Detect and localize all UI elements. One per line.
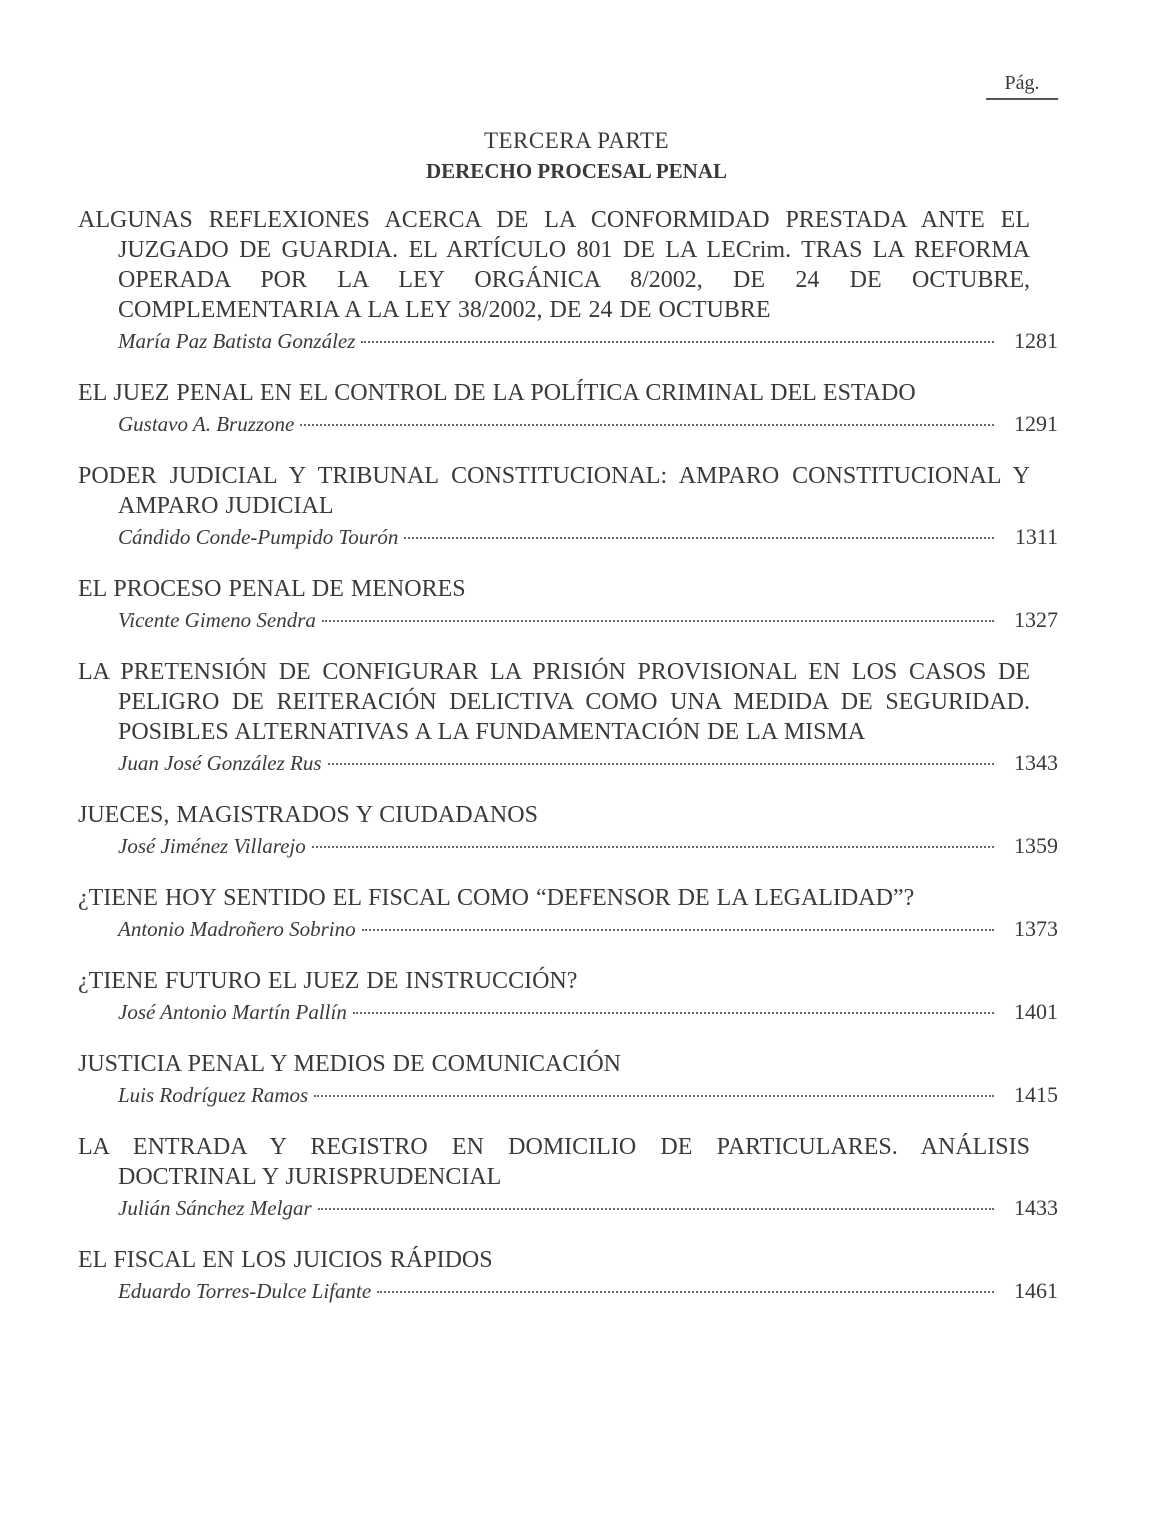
entry-author-row [78, 409, 1058, 439]
entry-author-row [78, 997, 1058, 1027]
table-of-contents [78, 205, 1058, 1328]
toc-entry [78, 1049, 1058, 1110]
entry-author-row [78, 831, 1058, 861]
toc-entry [78, 883, 1058, 944]
toc-entry [78, 378, 1058, 439]
entry-author: Luis Rodríguez Ramos [118, 1083, 309, 1107]
dot-leader [361, 341, 994, 343]
entry-title: ALGUNAS REFLEXIONES ACERCA DE LA CONFORMIDAD PRESTADA ANTE EL JUZGADO DE GUARDIA. EL ARTÍCULO 801 DE LA LECrim. TRAS LA REFORMA OPERADA POR LA LEY ORGÁNICA 8/2002, DE 24 DE OCTUBRE, COMPLEMENTARIA A LA LEY 38/2002, DE 24 DE OCTUBRE [78, 207, 1030, 323]
entry-author-row [78, 914, 1058, 944]
entry-title: ¿TIENE HOY SENTIDO EL FISCAL COMO “DEFENSOR DE LA LEGALIDAD”? [78, 885, 915, 911]
entry-page-number: 1433 [1014, 1195, 1058, 1220]
entry-page-number: 1359 [1014, 833, 1058, 858]
entry-author: Gustavo A. Bruzzone [118, 412, 295, 436]
entry-author: Julián Sánchez Melgar [118, 1196, 312, 1220]
part-title: DERECHO PROCESAL PENAL [425, 159, 728, 183]
part-number: TERCERA PARTE [483, 128, 670, 153]
part-heading [0, 126, 1153, 186]
dot-leader [300, 424, 994, 426]
toc-entry [78, 1245, 1058, 1306]
entry-page-number: 1461 [1014, 1278, 1058, 1303]
page-column-label: Pág. [986, 72, 1058, 100]
toc-entry [78, 966, 1058, 1027]
entry-page-number: 1281 [1014, 328, 1058, 353]
dot-leader [362, 929, 994, 931]
entry-title: EL PROCESO PENAL DE MENORES [78, 576, 466, 602]
entry-page-number: 1327 [1014, 607, 1058, 632]
toc-entry [78, 657, 1058, 778]
entry-author: Antonio Madroñero Sobrino [118, 917, 356, 941]
dot-leader [353, 1012, 994, 1014]
entry-page-number: 1373 [1014, 916, 1058, 941]
entry-author: Eduardo Torres-Dulce Lifante [118, 1279, 372, 1303]
dot-leader [312, 846, 994, 848]
entry-page-number: 1343 [1014, 750, 1058, 775]
entry-author-row [78, 605, 1058, 635]
entry-author-row [78, 326, 1058, 356]
entry-page-number: 1311 [1014, 524, 1058, 549]
entry-author-row [78, 1276, 1058, 1306]
entry-title: LA PRETENSIÓN DE CONFIGURAR LA PRISIÓN PROVISIONAL EN LOS CASOS DE PELIGRO DE REITERACIÓN DELICTIVA COMO UNA MEDIDA DE SEGURIDAD. POSIBLES ALTERNATIVAS A LA FUNDAMENTACIÓN DE LA MISMA [78, 659, 1030, 745]
entry-author: María Paz Batista González [118, 329, 356, 353]
entry-title: PODER JUDICIAL Y TRIBUNAL CONSTITUCIONAL: AMPARO CONSTITUCIONAL Y AMPARO JUDICIAL [78, 463, 1030, 519]
toc-entry [78, 800, 1058, 861]
entry-title: ¿TIENE FUTURO EL JUEZ DE INSTRUCCIÓN? [78, 968, 578, 994]
dot-leader [322, 620, 994, 622]
entry-author: José Jiménez Villarejo [118, 834, 306, 858]
toc-entry [78, 461, 1058, 552]
entry-title: EL JUEZ PENAL EN EL CONTROL DE LA POLÍTICA CRIMINAL DEL ESTADO [78, 380, 916, 406]
dot-leader [328, 763, 994, 765]
entry-page-number: 1401 [1014, 999, 1058, 1024]
entry-author-row [78, 748, 1058, 778]
entry-author-row [78, 522, 1058, 552]
entry-author: Juan José González Rus [118, 751, 322, 775]
dot-leader [314, 1095, 994, 1097]
entry-author: Vicente Gimeno Sendra [118, 608, 316, 632]
entry-author: Cándido Conde-Pumpido Tourón [118, 525, 399, 549]
entry-page-number: 1291 [1014, 411, 1058, 436]
entry-title: JUSTICIA PENAL Y MEDIOS DE COMUNICACIÓN [78, 1051, 622, 1077]
toc-entry [78, 205, 1058, 356]
entry-title: JUECES, MAGISTRADOS Y CIUDADANOS [78, 802, 538, 828]
entry-title: EL FISCAL EN LOS JUICIOS RÁPIDOS [78, 1247, 493, 1273]
dot-leader [377, 1291, 994, 1293]
dot-leader [404, 537, 994, 539]
entry-author: José Antonio Martín Pallín [118, 1000, 347, 1024]
toc-entry [78, 1132, 1058, 1223]
dot-leader [318, 1208, 994, 1210]
entry-author-row [78, 1193, 1058, 1223]
entry-author-row [78, 1080, 1058, 1110]
entry-page-number: 1415 [1014, 1082, 1058, 1107]
entry-title: LA ENTRADA Y REGISTRO EN DOMICILIO DE PARTICULARES. ANÁLISIS DOCTRINAL Y JURISPRUDENCIAL [78, 1134, 1030, 1190]
toc-entry [78, 574, 1058, 635]
